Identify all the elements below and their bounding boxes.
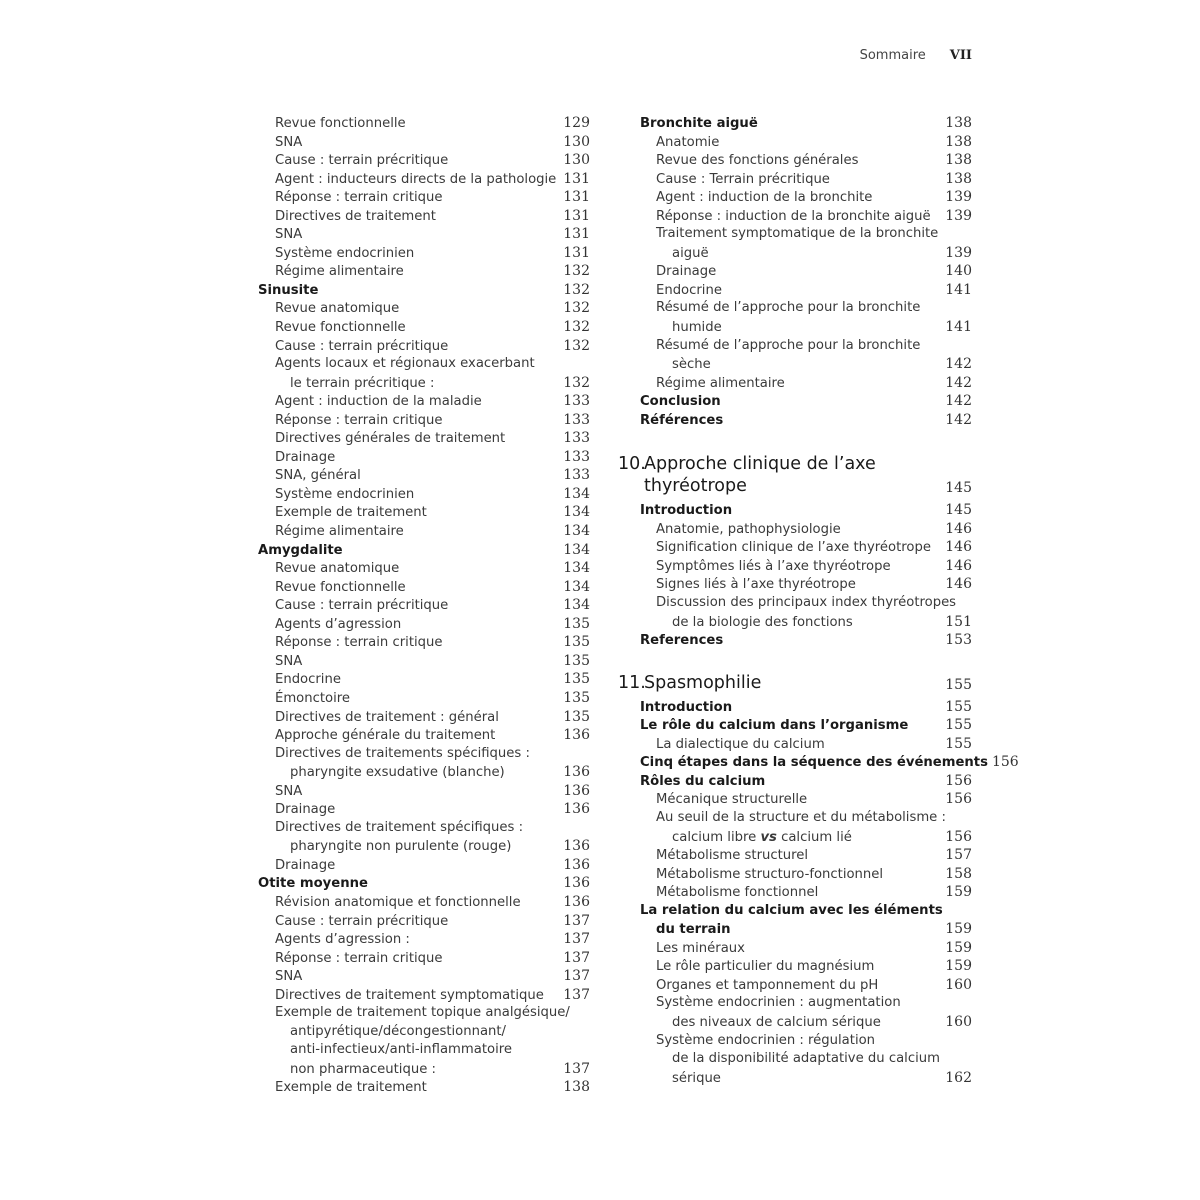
toc-entry-page: 135: [563, 652, 590, 669]
toc-entry: [258, 170, 590, 189]
toc-entry: [618, 1013, 972, 1032]
toc-entry-title: Au seuil de la structure et du métabolisme :: [656, 809, 946, 825]
toc-entry-title: Le rôle du calcium dans l’organisme: [640, 718, 909, 734]
toc-entry: [618, 207, 972, 226]
toc-entry-page: 136: [563, 893, 590, 910]
toc-entry: [258, 689, 590, 708]
toc-entry: [258, 633, 590, 652]
toc-entry: [258, 262, 590, 281]
toc-entry-title: Traitement symptomatique de la bronchite: [656, 226, 939, 242]
toc-section-bronchite: [618, 114, 972, 429]
toc-entry-title: Endocrine: [275, 672, 341, 688]
toc-entry-title: Signification clinique de l’axe thyréotrope: [656, 540, 931, 556]
toc-entry-title: pharyngite exsudative (blanche): [290, 765, 505, 781]
toc-entry-title: Revue fonctionnelle: [275, 116, 406, 131]
toc-entry-title: non pharmaceutique :: [290, 1061, 436, 1077]
toc-entry-page: 142: [945, 393, 972, 410]
toc-entry: [618, 225, 972, 244]
chapter-heading-11: [618, 672, 972, 694]
toc-entry-page: 131: [563, 226, 590, 243]
toc-entry: [258, 800, 590, 819]
toc-entry: [258, 466, 590, 485]
toc-entry-page: 136: [563, 875, 590, 892]
toc-entry: [258, 912, 590, 931]
toc-entry: [258, 1078, 590, 1097]
toc-entry-page: 146: [945, 539, 972, 556]
toc-entry-page: 159: [945, 884, 972, 901]
toc-entry-title: Exemple de traitement topique analgésique/: [275, 1005, 570, 1021]
toc-entry: [258, 392, 590, 411]
toc-entry-title: Réponse : terrain critique: [275, 412, 443, 428]
toc-entry-title: SNA: [275, 783, 303, 799]
toc-entry-title: Revue fonctionnelle: [275, 579, 406, 595]
toc-entry-page: 134: [563, 523, 590, 540]
toc-entry-page: 160: [945, 976, 972, 993]
toc-entry: [258, 819, 590, 838]
toc-entry-page: 146: [945, 557, 972, 574]
toc-entry-title: Discussion des principaux index thyréotropes: [656, 595, 957, 611]
toc-entry-title: Directives générales de traitement: [275, 431, 506, 447]
toc-entry: [618, 374, 972, 393]
toc-entry: [258, 541, 590, 560]
toc-entry-title: Cause : terrain précritique: [275, 338, 449, 354]
toc-entry-page: 136: [563, 782, 590, 799]
toc-entry-title: Organes et tamponnement du pH: [656, 977, 879, 993]
toc-entry: [258, 485, 590, 504]
chapter-number: 11.: [618, 672, 646, 693]
toc-entry-title: Agent : induction de la bronchite: [656, 190, 873, 206]
toc-entry-page: 131: [563, 189, 590, 206]
toc-entry-page: 157: [945, 847, 972, 864]
toc-entry: [618, 318, 972, 337]
toc-entry-title: Réponse : terrain critique: [275, 950, 443, 966]
toc-entry-title: aiguë: [672, 245, 709, 261]
toc-chapter-10-entries: [618, 501, 972, 649]
toc-entry-page: 156: [945, 828, 972, 845]
toc-entry-page: 129: [563, 115, 590, 131]
toc-entry-title: Drainage: [275, 802, 336, 818]
toc-entry-page: 162: [945, 1069, 972, 1086]
toc-entry-page: 132: [563, 374, 590, 391]
toc-entry-title: Agent : induction de la maladie: [275, 394, 482, 410]
toc-entry: [618, 1069, 972, 1088]
toc-entry-page: 139: [945, 189, 972, 206]
toc-entry-title: Système endocrinien: [275, 486, 415, 502]
toc-entry: [618, 865, 972, 884]
toc-entry-page: 132: [563, 300, 590, 317]
toc-entry-title: Métabolisme structurel: [656, 848, 809, 864]
toc-entry: [618, 411, 972, 430]
toc-entry: [258, 782, 590, 801]
toc-entry: [258, 1004, 590, 1023]
toc-entry-title: SNA, général: [275, 468, 361, 484]
toc-entry-page: 137: [563, 1060, 590, 1077]
toc-entry-page: 135: [563, 689, 590, 706]
toc-entry-title: Réponse : terrain critique: [275, 635, 443, 651]
toc-entry: [618, 902, 972, 921]
toc-entry: [258, 559, 590, 578]
toc-entry-page: 146: [945, 520, 972, 537]
toc-entry-title: Directives de traitement: [275, 208, 436, 224]
toc-entry-page: 135: [563, 671, 590, 688]
toc-entry: [618, 735, 972, 754]
chapter-page: 155: [945, 676, 972, 693]
toc-entry-title: Drainage: [275, 449, 336, 465]
toc-entry-title: Conclusion: [640, 394, 721, 410]
toc-entry: [258, 318, 590, 337]
toc-entry: [258, 225, 590, 244]
toc-entry-title: sèche: [672, 357, 711, 373]
toc-entry-title: Cause : terrain précritique: [275, 913, 449, 929]
toc-entry-page: 137: [563, 968, 590, 985]
toc-entry-title: Réponse : induction de la bronchite aiguë: [656, 208, 931, 224]
toc-entry-title: Métabolisme structuro-fonctionnel: [656, 866, 884, 882]
toc-entry-page: 134: [563, 541, 590, 558]
toc-entry-title: calcium libre vs calcium lié: [672, 829, 852, 845]
toc-entry-title: Système endocrinien : régulation: [656, 1032, 876, 1048]
toc-entry-title: Émonctoire: [275, 690, 351, 706]
chapter-title-cont: thyréotrope: [644, 476, 747, 497]
toc-entry: [618, 337, 972, 356]
toc-entry-title: Références: [640, 412, 724, 428]
toc-entry-page: 139: [945, 207, 972, 224]
toc-entry-page: 137: [563, 912, 590, 929]
toc-entry-page: 134: [563, 504, 590, 521]
toc-entry-page: 151: [945, 613, 972, 630]
toc-entry-page: 140: [945, 263, 972, 280]
toc-entry: [618, 188, 972, 207]
toc-entry-title: Régime alimentaire: [656, 375, 785, 391]
toc-entry: [258, 615, 590, 634]
toc-entry-title: Résumé de l’approche pour la bronchite: [656, 300, 921, 316]
toc-entry-page: 135: [563, 615, 590, 632]
toc-entry-page: 132: [563, 263, 590, 280]
toc-entry: [618, 846, 972, 865]
toc-entry-page: 136: [563, 727, 590, 744]
toc-entry-page: 160: [945, 1013, 972, 1030]
toc-entry: [258, 708, 590, 727]
chapter-heading-10: [618, 453, 972, 497]
toc-entry-title: humide: [672, 320, 722, 336]
toc-entry-title: du terrain: [656, 922, 731, 938]
toc-entry: [618, 790, 972, 809]
running-header: [830, 48, 972, 63]
toc-entry-page: 136: [563, 801, 590, 818]
toc-entry-page: 134: [563, 597, 590, 614]
toc-entry-title: SNA: [275, 969, 303, 985]
chapter-title: Spasmophilie: [644, 672, 762, 693]
toc-entry: [618, 392, 972, 411]
toc-entry-title: le terrain précritique :: [290, 375, 435, 391]
toc-entry: [618, 244, 972, 263]
toc-entry-page: 159: [945, 921, 972, 938]
toc-entry: [618, 114, 972, 133]
toc-entry-page: 131: [563, 207, 590, 224]
toc-entry: [258, 874, 590, 893]
toc-entry: [618, 262, 972, 281]
toc-entry-page: 138: [563, 1079, 590, 1096]
toc-entry-title: de la disponibilité adaptative du calcium: [672, 1051, 940, 1067]
toc-entry: [258, 448, 590, 467]
toc-entry-title: Endocrine: [656, 282, 722, 298]
toc-entry: [618, 520, 972, 539]
toc-entry-page: 137: [563, 931, 590, 948]
toc-entry-page: 134: [563, 560, 590, 577]
toc-entry-page: 133: [563, 411, 590, 428]
toc-entry: [618, 575, 972, 594]
toc-entry: [258, 893, 590, 912]
toc-entry-page: 141: [945, 281, 972, 298]
section-name: Sommaire: [859, 48, 926, 63]
toc-entry: [618, 594, 972, 613]
toc-entry: [258, 745, 590, 764]
toc-entry-title: Approche générale du traitement: [275, 728, 496, 744]
toc-entry: [618, 133, 972, 152]
toc-entry-title: pharyngite non purulente (rouge): [290, 839, 512, 855]
toc-entry-title: Les minéraux: [656, 940, 745, 956]
toc-entry-title: Directives de traitement : général: [275, 709, 499, 725]
toc-entry: [258, 207, 590, 226]
toc-entry: [258, 337, 590, 356]
toc-entry: [618, 976, 972, 995]
toc-entry-page: 138: [945, 133, 972, 150]
toc-entry-page: 136: [563, 764, 590, 781]
toc-entry: [258, 244, 590, 263]
toc-entry: [258, 281, 590, 300]
toc-entry-title: Agents d’agression :: [275, 932, 410, 948]
chapter-number: 10.: [618, 454, 646, 475]
toc-entry: [618, 1050, 972, 1069]
toc-entry-title: Revue anatomique: [275, 561, 400, 577]
toc-entry: [618, 716, 972, 735]
toc-entry-page: 133: [563, 430, 590, 447]
toc-entry-title: Cause : terrain précritique: [275, 153, 449, 169]
toc-entry: [258, 1041, 590, 1060]
toc-entry: [618, 281, 972, 300]
toc-entry: [618, 698, 972, 717]
toc-entry-title: Drainage: [275, 857, 336, 873]
toc-entry: [618, 355, 972, 374]
toc-entry: [618, 151, 972, 170]
toc-entry: [258, 1060, 590, 1079]
toc-entry-title: Résumé de l’approche pour la bronchite: [656, 337, 921, 353]
toc-entry: [618, 883, 972, 902]
toc-entry-page: 159: [945, 958, 972, 975]
toc-entry-page: 146: [945, 576, 972, 593]
toc-entry-page: 141: [945, 319, 972, 336]
toc-entry: [618, 538, 972, 557]
toc-entry: [258, 374, 590, 393]
toc-entry-page: 142: [945, 374, 972, 391]
toc-entry-title: Cinq étapes dans la séquence des événements: [640, 755, 988, 771]
toc-entry-title: Mécanique structurelle: [656, 792, 808, 808]
toc-entry-page: 155: [945, 735, 972, 752]
toc-entry-title: Drainage: [656, 264, 717, 280]
toc-entry-title: References: [640, 633, 724, 649]
toc-entry: [618, 631, 972, 650]
toc-entry-page: 156: [991, 754, 1019, 771]
toc-entry-title: de la biologie des fonctions: [672, 614, 853, 630]
toc-entry: [618, 939, 972, 958]
toc-entry-page: 153: [945, 632, 972, 649]
toc-entry-title: SNA: [275, 653, 303, 669]
toc-entry: [618, 828, 972, 847]
toc-entry-title: Otite moyenne: [258, 876, 368, 892]
toc-entry: [258, 949, 590, 968]
toc-entry-page: 133: [563, 393, 590, 410]
toc-entry-title: Directives de traitement spécifiques :: [275, 819, 524, 835]
toc-entry-page: 130: [563, 152, 590, 169]
toc-entry-page: 132: [563, 281, 590, 298]
toc-entry-title: anti-infectieux/anti-inflammatoire: [290, 1042, 512, 1058]
toc-entry: [258, 503, 590, 522]
toc-entry-page: 135: [563, 634, 590, 651]
toc-entry-title: Amygdalite: [258, 542, 343, 558]
toc-entry-title: SNA: [275, 134, 303, 150]
toc-entry: [618, 920, 972, 939]
toc-entry: [258, 726, 590, 745]
toc-entry-page: 135: [563, 708, 590, 725]
toc-entry-title: Cause : Terrain précritique: [656, 171, 830, 187]
toc-entry-title: Révision anatomique et fonctionnelle: [275, 894, 521, 910]
toc-entry: [618, 557, 972, 576]
toc-entry-page: 155: [945, 698, 972, 715]
toc-entry-title: Agents d’agression: [275, 616, 402, 632]
toc-entry: [258, 355, 590, 374]
toc-entry-title: Signes liés à l’axe thyréotrope: [656, 577, 856, 593]
toc-entry: [258, 299, 590, 318]
toc-entry-title: Introduction: [640, 699, 733, 715]
toc-entry-page: 138: [945, 170, 972, 187]
toc-entry-page: 142: [945, 411, 972, 428]
toc-column-left: [258, 114, 590, 1097]
toc-entry-title: Exemple de traitement: [275, 505, 427, 521]
toc-entry-page: 131: [563, 244, 590, 261]
toc-entry-title: Le rôle particulier du magnésium: [656, 959, 875, 975]
toc-entry: [618, 501, 972, 520]
toc-chapter-11-entries: [618, 698, 1019, 1087]
toc-entry-title: Revue anatomique: [275, 301, 400, 317]
toc-entry-title: Métabolisme fonctionnel: [656, 885, 819, 901]
toc-entry: [258, 151, 590, 170]
toc-entry-page: 133: [563, 448, 590, 465]
toc-entry: [618, 1032, 972, 1051]
toc-entry: [618, 994, 972, 1013]
toc-entry-page: 139: [945, 244, 972, 261]
toc-entry-page: 138: [945, 152, 972, 169]
toc-entry-page: 156: [945, 791, 972, 808]
toc-entry-title: Agent : inducteurs directs de la pathologie: [275, 171, 557, 187]
toc-entry-page: 134: [563, 485, 590, 502]
toc-entry: [258, 763, 590, 782]
toc-entry-title: Régime alimentaire: [275, 524, 404, 540]
toc-entry: [618, 299, 972, 318]
toc-entry-page: 156: [945, 772, 972, 789]
toc-entry-title: Introduction: [640, 503, 733, 519]
toc-entry: [618, 753, 1019, 772]
toc-entry: [258, 188, 590, 207]
toc-entry-title: Symptômes liés à l’axe thyréotrope: [656, 558, 891, 574]
toc-entry-page: 159: [945, 939, 972, 956]
toc-entry-page: 133: [563, 467, 590, 484]
toc-entry-page: 145: [945, 502, 972, 519]
toc-entry-title: Revue des fonctions générales: [656, 153, 859, 169]
toc-entry-title: Anatomie: [656, 134, 720, 150]
toc-entry: [618, 809, 972, 828]
toc-entry: [258, 596, 590, 615]
page-number: VII: [949, 48, 972, 63]
toc-entry-page: 138: [945, 115, 972, 131]
toc-entry-title: Anatomie, pathophysiologie: [656, 521, 841, 537]
toc-entry-page: 158: [945, 865, 972, 882]
toc-entry-page: 130: [563, 133, 590, 150]
toc-entry-title: Exemple de traitement: [275, 1080, 427, 1096]
toc-entry-page: 132: [563, 337, 590, 354]
toc-entry: [258, 652, 590, 671]
toc-entry: [258, 1023, 590, 1042]
toc-entry-title: Régime alimentaire: [275, 264, 404, 280]
toc-entry: [258, 114, 590, 133]
toc-entry: [258, 967, 590, 986]
toc-entry: [258, 986, 590, 1005]
toc-entry: [618, 957, 972, 976]
chapter-title: Approche clinique de l’axe: [644, 454, 876, 475]
toc-entry-title: Rôles du calcium: [640, 773, 766, 789]
toc-entry: [258, 578, 590, 597]
toc-entry-title: Directives de traitements spécifiques :: [275, 745, 530, 761]
toc-entry-title: La relation du calcium avec les éléments: [640, 902, 943, 918]
toc-entry: [258, 133, 590, 152]
toc-column-right: [618, 114, 1019, 1087]
toc-entry: [258, 522, 590, 541]
toc-entry: [258, 856, 590, 875]
toc-entry: [258, 930, 590, 949]
toc-entry-title: Cause : terrain précritique: [275, 598, 449, 614]
toc-entry-title: sérique: [672, 1070, 721, 1086]
toc-entry-page: 142: [945, 356, 972, 373]
toc-entry-page: 137: [563, 986, 590, 1003]
toc-entry-title: Bronchite aiguë: [640, 116, 758, 131]
toc-entry: [258, 411, 590, 430]
toc-entry: [258, 837, 590, 856]
toc-entry-page: 137: [563, 949, 590, 966]
toc-entry: [618, 170, 972, 189]
toc-entry: [618, 772, 972, 791]
toc-entry-page: 132: [563, 319, 590, 336]
toc-entry-page: 136: [563, 856, 590, 873]
toc-entry-title: antipyrétique/décongestionnant/: [290, 1023, 507, 1039]
toc-entry: [258, 429, 590, 448]
toc-entry-page: 136: [563, 838, 590, 855]
toc-entry: [258, 670, 590, 689]
toc-entry-page: 155: [945, 717, 972, 734]
toc-entry-title: SNA: [275, 227, 303, 243]
toc-entry-title: Système endocrinien: [275, 245, 415, 261]
toc-entry-title: Directives de traitement symptomatique: [275, 987, 544, 1003]
toc-entry-title: Sinusite: [258, 282, 319, 298]
toc-entry-page: 134: [563, 578, 590, 595]
toc-entry-title: La dialectique du calcium: [656, 736, 825, 752]
toc-entry-page: 131: [563, 170, 590, 187]
toc-entry-title: des niveaux de calcium sérique: [672, 1014, 881, 1030]
toc-entry-title: Réponse : terrain critique: [275, 190, 443, 206]
toc-entry: [618, 613, 972, 632]
toc-entry-title: Revue fonctionnelle: [275, 320, 406, 336]
toc-entry-title: Agents locaux et régionaux exacerbant: [275, 356, 535, 372]
toc-entry-title: Système endocrinien : augmentation: [656, 995, 901, 1011]
chapter-page: 145: [945, 480, 972, 497]
